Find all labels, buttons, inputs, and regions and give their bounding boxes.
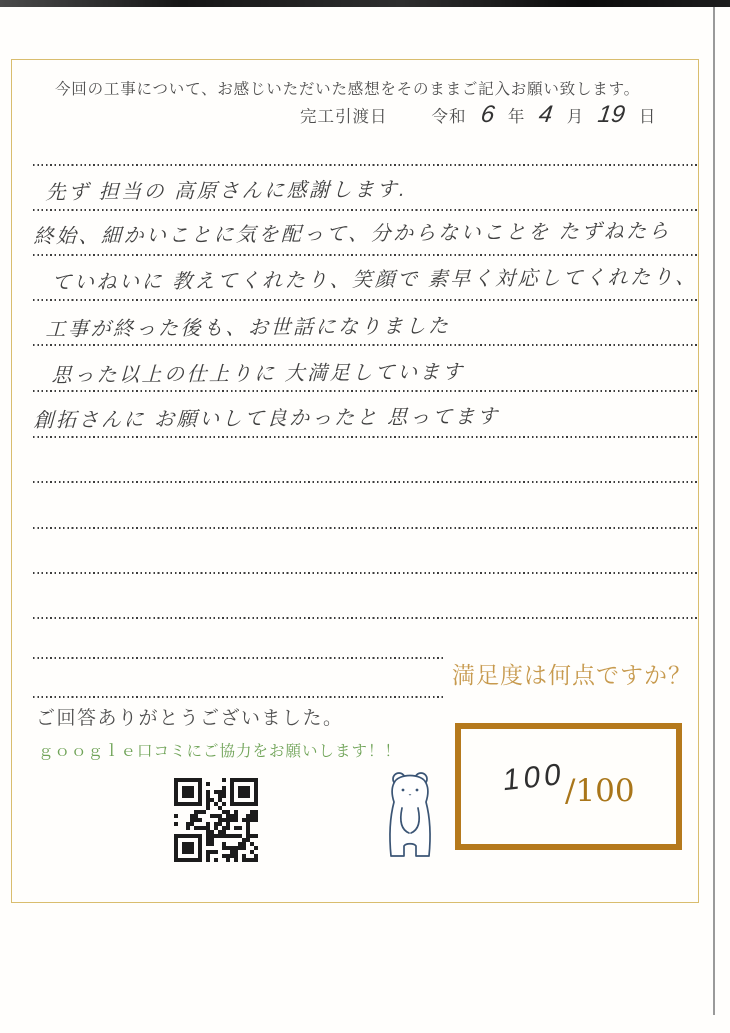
scan-edge-top xyxy=(0,0,730,7)
month-value-handwritten: 4 xyxy=(537,101,555,128)
year-value-handwritten: 6 xyxy=(478,101,496,128)
ruled-line xyxy=(33,572,697,574)
year-unit: 年 xyxy=(507,108,526,126)
ruled-line xyxy=(33,436,697,438)
era-label: 令和 xyxy=(431,108,467,126)
handwritten-feedback-line: 先ず 担当の 高原さんに感謝します. xyxy=(45,178,408,205)
handwritten-feedback-line: ていねいに 教えてくれたり、笑顔で 素早く対応してくれたり、 xyxy=(51,266,698,295)
ruled-line xyxy=(33,617,697,619)
scan-edge-right xyxy=(713,7,715,1015)
score-denominator: /100 xyxy=(565,773,635,809)
ruled-line xyxy=(33,481,697,483)
polar-bear-icon xyxy=(386,769,434,861)
ruled-line xyxy=(33,299,697,301)
date-label: 完工引渡日 xyxy=(300,108,388,126)
handwritten-feedback-line: 工事が終った後も、お世話になりました xyxy=(45,315,451,342)
satisfaction-question: 満足度は何点ですか？ xyxy=(452,662,692,688)
day-value-handwritten: 19 xyxy=(596,101,627,128)
ruled-line xyxy=(33,164,697,166)
ruled-line xyxy=(33,209,697,211)
handwritten-feedback-line: 思った以上の仕上りに 大満足しています xyxy=(51,361,465,388)
qr-code-icon xyxy=(174,778,258,862)
score-handwritten: 100 xyxy=(502,757,567,798)
handwritten-feedback-line: 終始、細かいことに気を配って、分からないことを たずねたら xyxy=(33,220,672,249)
month-unit: 月 xyxy=(566,108,585,126)
thanks-message: ご回答ありがとうございました。 xyxy=(36,708,344,729)
day-unit: 日 xyxy=(638,108,657,126)
ruled-line-short xyxy=(33,696,443,698)
score-box xyxy=(455,723,682,850)
ruled-line xyxy=(33,254,697,256)
handwritten-feedback-line: 創拓さんに お願いして良かったと 思ってます xyxy=(33,405,500,433)
ruled-line-short xyxy=(33,657,443,659)
ruled-line xyxy=(33,390,697,392)
google-review-request: ｇｏｏｇｌｅ口コミにご協力をお願いします！！ xyxy=(38,743,402,760)
form-instruction: 今回の工事について、お感じいただいた感想をそのままご記入お願い致します。 xyxy=(55,81,640,98)
ruled-line xyxy=(33,344,697,346)
ruled-line xyxy=(33,527,697,529)
completion-date-row xyxy=(300,101,670,129)
